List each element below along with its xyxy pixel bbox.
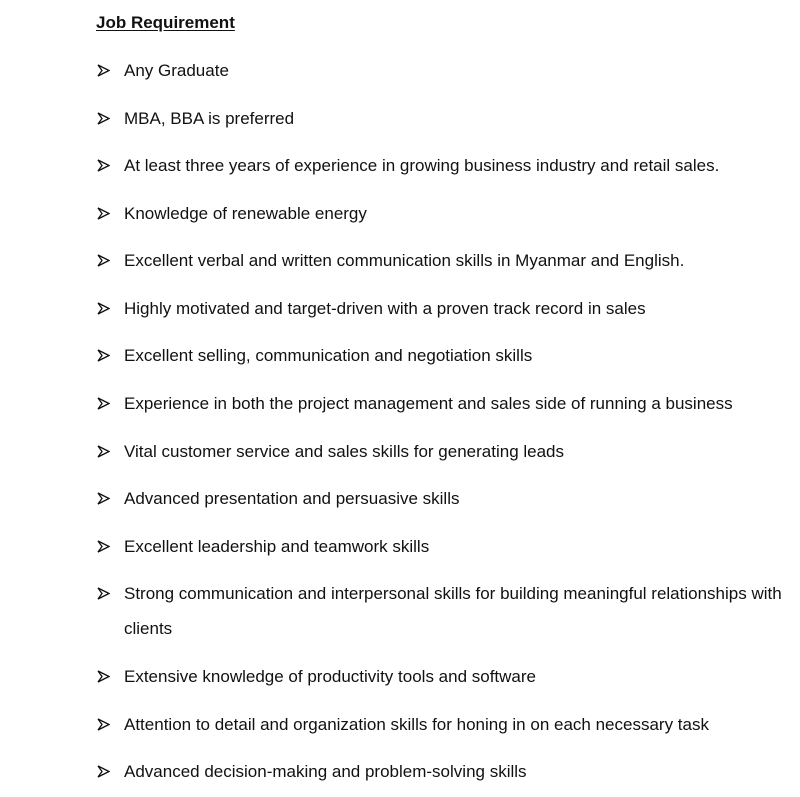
requirement-item: [96, 243, 786, 278]
arrow-bullet-icon: [96, 576, 114, 611]
arrow-bullet-icon: [96, 338, 114, 373]
requirement-item: [96, 291, 786, 326]
requirement-text: Attention to detail and organization skills for honing in on each necessary task: [124, 715, 709, 734]
arrow-bullet-icon: [96, 707, 114, 742]
requirement-text: Any Graduate: [124, 61, 229, 80]
requirement-text: Knowledge of renewable energy: [124, 204, 367, 223]
arrow-bullet-icon: [96, 196, 114, 231]
requirement-item: [96, 576, 786, 646]
requirement-text: At least three years of experience in growing business industry and retail sales.: [124, 156, 720, 175]
arrow-bullet-icon: [96, 434, 114, 469]
requirement-text: Advanced decision-making and problem-solving skills: [124, 762, 527, 781]
requirement-item: [96, 481, 786, 516]
requirement-item: [96, 529, 786, 564]
requirement-text: Extensive knowledge of productivity tools and software: [124, 667, 537, 686]
requirement-text: MBA, BBA is preferred: [124, 109, 295, 128]
section-heading: Job Requirement: [96, 13, 235, 32]
arrow-bullet-icon: [96, 243, 114, 278]
requirement-text: Experience in both the project management and sales side of running a business: [124, 394, 733, 413]
requirement-item: [96, 101, 786, 136]
requirement-text: Excellent selling, communication and negotiation skills: [124, 346, 533, 365]
arrow-bullet-icon: [96, 754, 114, 789]
requirement-item: [96, 53, 786, 88]
requirement-text: Highly motivated and target-driven with a proven track record in sales: [124, 299, 646, 318]
requirement-text: Excellent leadership and teamwork skills: [124, 537, 430, 556]
requirement-item: [96, 338, 786, 373]
arrow-bullet-icon: [96, 148, 114, 183]
requirement-item: [96, 707, 786, 742]
arrow-bullet-icon: [96, 529, 114, 564]
requirement-text: Strong communication and interpersonal skills for building meaningful relationships with clients: [124, 584, 782, 638]
requirement-text: Advanced presentation and persuasive skills: [124, 489, 460, 508]
requirement-item: [96, 148, 786, 183]
arrow-bullet-icon: [96, 291, 114, 326]
arrow-bullet-icon: [96, 53, 114, 88]
requirement-item: [96, 386, 786, 421]
requirement-text: Excellent verbal and written communication skills in Myanmar and English.: [124, 251, 685, 270]
requirement-text: Vital customer service and sales skills for generating leads: [124, 442, 565, 461]
arrow-bullet-icon: [96, 481, 114, 516]
arrow-bullet-icon: [96, 659, 114, 694]
requirement-item: [96, 659, 786, 694]
arrow-bullet-icon: [96, 101, 114, 136]
requirement-item: [96, 754, 786, 789]
requirement-item: [96, 434, 786, 469]
requirement-item: [96, 196, 786, 231]
arrow-bullet-icon: [96, 386, 114, 421]
